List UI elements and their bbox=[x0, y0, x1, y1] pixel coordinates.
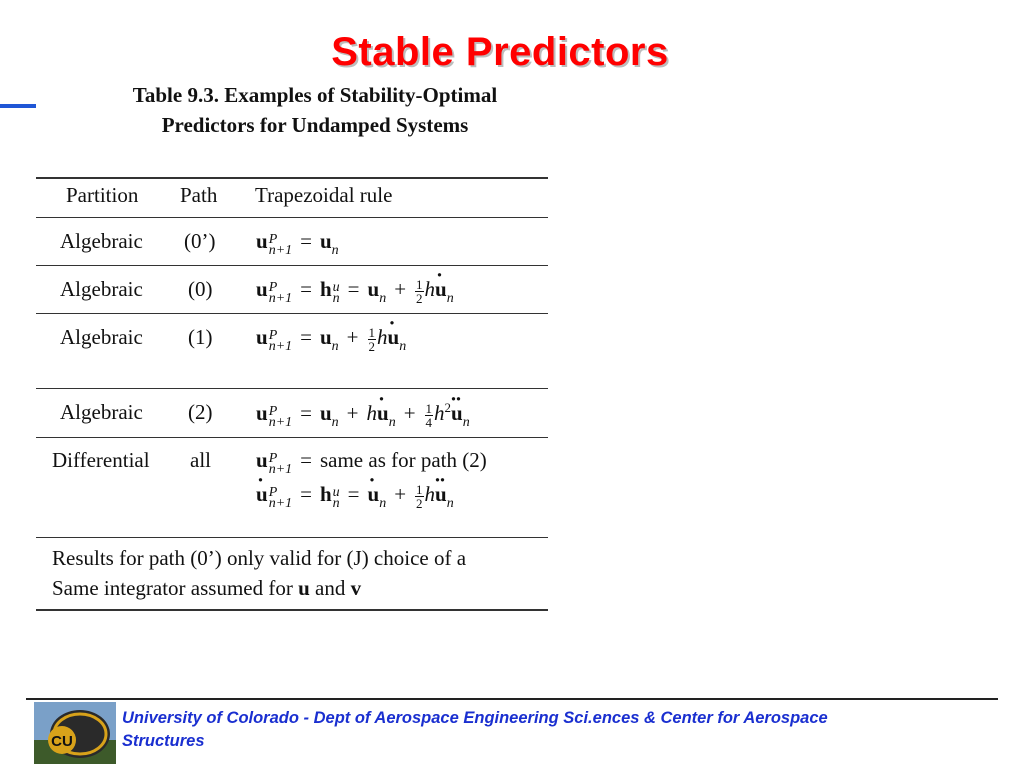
row-4-formula: u P n+1 = $u_n + h\cdot u_n$ + $\frac{1}{4}$ $h^2\cdot\cdot u_n$ bbox=[256, 400, 470, 431]
row-2-formula: u P n+1 = h u n = $u_n$ + $\frac{1}{2}$ $h\cdot u_n$ bbox=[256, 277, 454, 307]
row-rule bbox=[36, 437, 548, 438]
header-partition: Partition bbox=[66, 183, 139, 207]
table-note-2 bbox=[52, 576, 361, 601]
row-rule bbox=[36, 313, 548, 314]
header-rule bbox=[36, 217, 548, 218]
footer-line-1: University of Colorado - Dept of Aerospace Engineering Sci.ences & Center for Aerospace bbox=[122, 709, 828, 727]
row-2-path: (0) bbox=[188, 277, 213, 301]
row-5-partition: Differential bbox=[52, 448, 150, 472]
table-top-rule bbox=[36, 177, 548, 179]
table-bottom-rule bbox=[36, 609, 548, 611]
row-3-formula: u P n+1 = $u_n$ + $\frac{1}{2}$ $h\cdot u_n$ bbox=[256, 325, 406, 355]
header-path: Path bbox=[180, 183, 218, 207]
row-5-formula-2: · u P n+1 = h u n =· $u_n$ + $\frac{1}{2}$ $h\cdot\cdot u_n$ bbox=[256, 482, 454, 512]
row-rule bbox=[36, 388, 548, 389]
caption-line-2: Predictors for Undamped Systems bbox=[161, 113, 469, 137]
note-2-and: and bbox=[309, 576, 351, 600]
table-note-1: Results for path (0’) only valid for (J) choice of a bbox=[52, 546, 467, 570]
table-caption bbox=[70, 80, 560, 140]
row-1-partition: Algebraic bbox=[60, 229, 143, 253]
university-logo-icon bbox=[34, 702, 116, 764]
caption-line-1: Table 9.3. Examples of Stability-Optimal bbox=[132, 83, 498, 107]
footer-divider bbox=[26, 698, 998, 700]
row-5-formula-1: u P n+1 = same as for path (2) bbox=[256, 448, 487, 477]
footer-text bbox=[122, 707, 1002, 753]
row-3-path: (1) bbox=[188, 325, 213, 349]
note-2-pre: Same integrator assumed for bbox=[52, 576, 299, 600]
row-5-path: all bbox=[190, 448, 211, 472]
row-1-formula: u P n+1 = $u_n$ bbox=[256, 229, 339, 258]
row-1-path: (0’) bbox=[184, 229, 216, 253]
logo-letters: CU bbox=[51, 733, 73, 750]
header-rule: Trapezoidal rule bbox=[255, 183, 393, 207]
note-2-u: u bbox=[298, 576, 310, 600]
row-4-partition: Algebraic bbox=[60, 400, 143, 424]
row-rule bbox=[36, 537, 548, 538]
footer-line-2: Structures bbox=[122, 732, 205, 750]
row-rule bbox=[36, 265, 548, 266]
note-2-v: v bbox=[350, 576, 362, 600]
row-2-partition: Algebraic bbox=[60, 277, 143, 301]
accent-bar bbox=[0, 104, 36, 108]
row-4-path: (2) bbox=[188, 400, 213, 424]
row-3-partition: Algebraic bbox=[60, 325, 143, 349]
slide-title: Stable Predictors bbox=[331, 30, 669, 74]
row-5-text: same as for path (2) bbox=[319, 448, 487, 472]
